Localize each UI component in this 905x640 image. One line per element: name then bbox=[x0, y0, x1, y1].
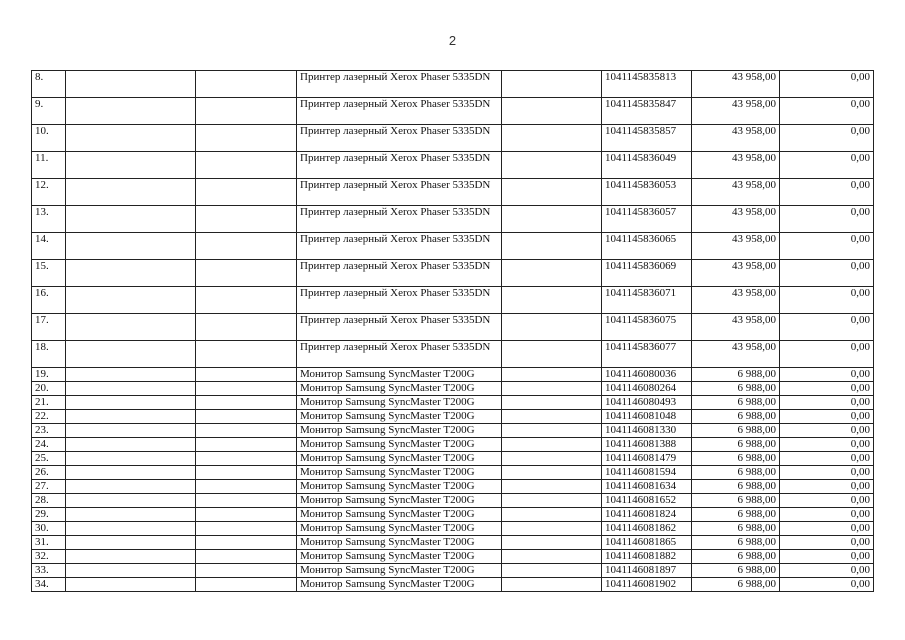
price-cell: 6 988,00 bbox=[692, 410, 780, 424]
table-row bbox=[32, 578, 874, 592]
item-name-cell: Монитор Samsung SyncMaster T200G bbox=[297, 438, 502, 452]
inventory-code-cell: 1041145836075 bbox=[602, 314, 692, 341]
blank-cell-3 bbox=[502, 233, 602, 260]
item-name-cell: Монитор Samsung SyncMaster T200G bbox=[297, 410, 502, 424]
inventory-code-cell: 1041145835857 bbox=[602, 125, 692, 152]
blank-cell-2 bbox=[196, 125, 297, 152]
blank-cell-1 bbox=[66, 508, 196, 522]
residual-value-cell: 0,00 bbox=[780, 480, 874, 494]
inventory-code-cell: 1041145836053 bbox=[602, 179, 692, 206]
residual-value-cell: 0,00 bbox=[780, 494, 874, 508]
row-number-cell: 20. bbox=[32, 382, 66, 396]
blank-cell-3 bbox=[502, 438, 602, 452]
inventory-code-cell: 1041146081862 bbox=[602, 522, 692, 536]
blank-cell-2 bbox=[196, 98, 297, 125]
table-row bbox=[32, 424, 874, 438]
item-name-cell: Принтер лазерный Xerox Phaser 5335DN bbox=[297, 98, 502, 125]
inventory-code-cell: 1041145835847 bbox=[602, 98, 692, 125]
item-name-cell: Принтер лазерный Xerox Phaser 5335DN bbox=[297, 206, 502, 233]
residual-value-cell: 0,00 bbox=[780, 260, 874, 287]
table-row bbox=[32, 522, 874, 536]
blank-cell-2 bbox=[196, 564, 297, 578]
blank-cell-1 bbox=[66, 410, 196, 424]
blank-cell-3 bbox=[502, 287, 602, 314]
inventory-code-cell: 1041146080493 bbox=[602, 396, 692, 410]
blank-cell-2 bbox=[196, 536, 297, 550]
inventory-code-cell: 1041146081048 bbox=[602, 410, 692, 424]
item-name-cell: Монитор Samsung SyncMaster T200G bbox=[297, 382, 502, 396]
blank-cell-3 bbox=[502, 179, 602, 206]
inventory-code-cell: 1041145836049 bbox=[602, 152, 692, 179]
blank-cell-1 bbox=[66, 578, 196, 592]
inventory-code-cell: 1041146080264 bbox=[602, 382, 692, 396]
price-cell: 43 958,00 bbox=[692, 71, 780, 98]
item-name-cell: Принтер лазерный Xerox Phaser 5335DN bbox=[297, 233, 502, 260]
inventory-table-body bbox=[32, 71, 874, 592]
residual-value-cell: 0,00 bbox=[780, 522, 874, 536]
residual-value-cell: 0,00 bbox=[780, 536, 874, 550]
table-row bbox=[32, 396, 874, 410]
blank-cell-3 bbox=[502, 396, 602, 410]
blank-cell-1 bbox=[66, 396, 196, 410]
blank-cell-1 bbox=[66, 71, 196, 98]
item-name-cell: Монитор Samsung SyncMaster T200G bbox=[297, 508, 502, 522]
blank-cell-1 bbox=[66, 522, 196, 536]
inventory-code-cell: 1041146081882 bbox=[602, 550, 692, 564]
price-cell: 43 958,00 bbox=[692, 152, 780, 179]
blank-cell-3 bbox=[502, 152, 602, 179]
inventory-code-cell: 1041145836057 bbox=[602, 206, 692, 233]
inventory-code-cell: 1041146081865 bbox=[602, 536, 692, 550]
residual-value-cell: 0,00 bbox=[780, 424, 874, 438]
price-cell: 6 988,00 bbox=[692, 508, 780, 522]
price-cell: 6 988,00 bbox=[692, 578, 780, 592]
price-cell: 6 988,00 bbox=[692, 536, 780, 550]
blank-cell-3 bbox=[502, 206, 602, 233]
blank-cell-1 bbox=[66, 382, 196, 396]
blank-cell-1 bbox=[66, 314, 196, 341]
row-number-cell: 12. bbox=[32, 179, 66, 206]
residual-value-cell: 0,00 bbox=[780, 466, 874, 480]
blank-cell-1 bbox=[66, 179, 196, 206]
residual-value-cell: 0,00 bbox=[780, 152, 874, 179]
residual-value-cell: 0,00 bbox=[780, 368, 874, 382]
blank-cell-2 bbox=[196, 578, 297, 592]
inventory-code-cell: 1041146080036 bbox=[602, 368, 692, 382]
table-row bbox=[32, 466, 874, 480]
inventory-code-cell: 1041145836071 bbox=[602, 287, 692, 314]
blank-cell-1 bbox=[66, 287, 196, 314]
table-row bbox=[32, 410, 874, 424]
blank-cell-3 bbox=[502, 494, 602, 508]
blank-cell-2 bbox=[196, 206, 297, 233]
price-cell: 43 958,00 bbox=[692, 314, 780, 341]
blank-cell-2 bbox=[196, 152, 297, 179]
blank-cell-2 bbox=[196, 508, 297, 522]
inventory-code-cell: 1041146081388 bbox=[602, 438, 692, 452]
row-number-cell: 17. bbox=[32, 314, 66, 341]
blank-cell-2 bbox=[196, 550, 297, 564]
blank-cell-2 bbox=[196, 341, 297, 368]
inventory-code-cell: 1041145836069 bbox=[602, 260, 692, 287]
blank-cell-3 bbox=[502, 536, 602, 550]
row-number-cell: 30. bbox=[32, 522, 66, 536]
table-row bbox=[32, 260, 874, 287]
item-name-cell: Монитор Samsung SyncMaster T200G bbox=[297, 494, 502, 508]
blank-cell-2 bbox=[196, 287, 297, 314]
item-name-cell: Монитор Samsung SyncMaster T200G bbox=[297, 368, 502, 382]
page-number: 2 bbox=[448, 33, 457, 48]
row-number-cell: 26. bbox=[32, 466, 66, 480]
residual-value-cell: 0,00 bbox=[780, 452, 874, 466]
blank-cell-2 bbox=[196, 260, 297, 287]
table-row bbox=[32, 452, 874, 466]
blank-cell-1 bbox=[66, 480, 196, 494]
table-row bbox=[32, 536, 874, 550]
blank-cell-1 bbox=[66, 424, 196, 438]
inventory-code-cell: 1041146081897 bbox=[602, 564, 692, 578]
blank-cell-1 bbox=[66, 341, 196, 368]
price-cell: 6 988,00 bbox=[692, 424, 780, 438]
residual-value-cell: 0,00 bbox=[780, 508, 874, 522]
inventory-code-cell: 1041146081479 bbox=[602, 452, 692, 466]
inventory-code-cell: 1041145835813 bbox=[602, 71, 692, 98]
blank-cell-1 bbox=[66, 452, 196, 466]
row-number-cell: 24. bbox=[32, 438, 66, 452]
blank-cell-3 bbox=[502, 550, 602, 564]
row-number-cell: 25. bbox=[32, 452, 66, 466]
inventory-code-cell: 1041146081594 bbox=[602, 466, 692, 480]
blank-cell-1 bbox=[66, 564, 196, 578]
residual-value-cell: 0,00 bbox=[780, 396, 874, 410]
inventory-code-cell: 1041146081634 bbox=[602, 480, 692, 494]
table-row bbox=[32, 152, 874, 179]
blank-cell-3 bbox=[502, 522, 602, 536]
blank-cell-3 bbox=[502, 424, 602, 438]
blank-cell-1 bbox=[66, 438, 196, 452]
blank-cell-1 bbox=[66, 125, 196, 152]
table-row bbox=[32, 71, 874, 98]
row-number-cell: 32. bbox=[32, 550, 66, 564]
blank-cell-3 bbox=[502, 508, 602, 522]
price-cell: 6 988,00 bbox=[692, 480, 780, 494]
blank-cell-1 bbox=[66, 206, 196, 233]
blank-cell-1 bbox=[66, 152, 196, 179]
blank-cell-1 bbox=[66, 98, 196, 125]
item-name-cell: Принтер лазерный Xerox Phaser 5335DN bbox=[297, 152, 502, 179]
row-number-cell: 27. bbox=[32, 480, 66, 494]
item-name-cell: Принтер лазерный Xerox Phaser 5335DN bbox=[297, 314, 502, 341]
inventory-code-cell: 1041146081330 bbox=[602, 424, 692, 438]
blank-cell-1 bbox=[66, 536, 196, 550]
blank-cell-2 bbox=[196, 71, 297, 98]
row-number-cell: 15. bbox=[32, 260, 66, 287]
row-number-cell: 21. bbox=[32, 396, 66, 410]
blank-cell-2 bbox=[196, 410, 297, 424]
blank-cell-2 bbox=[196, 179, 297, 206]
blank-cell-1 bbox=[66, 550, 196, 564]
table-row bbox=[32, 341, 874, 368]
blank-cell-3 bbox=[502, 260, 602, 287]
price-cell: 6 988,00 bbox=[692, 396, 780, 410]
blank-cell-3 bbox=[502, 71, 602, 98]
row-number-cell: 22. bbox=[32, 410, 66, 424]
blank-cell-2 bbox=[196, 233, 297, 260]
table-row bbox=[32, 125, 874, 152]
blank-cell-1 bbox=[66, 466, 196, 480]
row-number-cell: 23. bbox=[32, 424, 66, 438]
residual-value-cell: 0,00 bbox=[780, 550, 874, 564]
item-name-cell: Принтер лазерный Xerox Phaser 5335DN bbox=[297, 287, 502, 314]
table-row bbox=[32, 206, 874, 233]
row-number-cell: 8. bbox=[32, 71, 66, 98]
price-cell: 6 988,00 bbox=[692, 564, 780, 578]
price-cell: 43 958,00 bbox=[692, 179, 780, 206]
blank-cell-2 bbox=[196, 396, 297, 410]
table-row bbox=[32, 508, 874, 522]
table-row bbox=[32, 179, 874, 206]
blank-cell-2 bbox=[196, 480, 297, 494]
blank-cell-2 bbox=[196, 314, 297, 341]
item-name-cell: Монитор Samsung SyncMaster T200G bbox=[297, 466, 502, 480]
residual-value-cell: 0,00 bbox=[780, 287, 874, 314]
row-number-cell: 9. bbox=[32, 98, 66, 125]
item-name-cell: Монитор Samsung SyncMaster T200G bbox=[297, 578, 502, 592]
residual-value-cell: 0,00 bbox=[780, 578, 874, 592]
table-row bbox=[32, 382, 874, 396]
item-name-cell: Принтер лазерный Xerox Phaser 5335DN bbox=[297, 179, 502, 206]
price-cell: 43 958,00 bbox=[692, 341, 780, 368]
residual-value-cell: 0,00 bbox=[780, 410, 874, 424]
row-number-cell: 19. bbox=[32, 368, 66, 382]
blank-cell-3 bbox=[502, 466, 602, 480]
table-row bbox=[32, 98, 874, 125]
blank-cell-2 bbox=[196, 494, 297, 508]
price-cell: 6 988,00 bbox=[692, 382, 780, 396]
item-name-cell: Принтер лазерный Xerox Phaser 5335DN bbox=[297, 260, 502, 287]
table-row bbox=[32, 564, 874, 578]
residual-value-cell: 0,00 bbox=[780, 179, 874, 206]
blank-cell-3 bbox=[502, 125, 602, 152]
inventory-table bbox=[31, 70, 874, 592]
table-row bbox=[32, 368, 874, 382]
item-name-cell: Монитор Samsung SyncMaster T200G bbox=[297, 452, 502, 466]
blank-cell-2 bbox=[196, 382, 297, 396]
row-number-cell: 10. bbox=[32, 125, 66, 152]
blank-cell-3 bbox=[502, 314, 602, 341]
row-number-cell: 28. bbox=[32, 494, 66, 508]
row-number-cell: 33. bbox=[32, 564, 66, 578]
item-name-cell: Монитор Samsung SyncMaster T200G bbox=[297, 536, 502, 550]
residual-value-cell: 0,00 bbox=[780, 382, 874, 396]
blank-cell-3 bbox=[502, 341, 602, 368]
price-cell: 43 958,00 bbox=[692, 233, 780, 260]
item-name-cell: Монитор Samsung SyncMaster T200G bbox=[297, 564, 502, 578]
blank-cell-2 bbox=[196, 424, 297, 438]
blank-cell-3 bbox=[502, 368, 602, 382]
blank-cell-3 bbox=[502, 564, 602, 578]
blank-cell-1 bbox=[66, 260, 196, 287]
item-name-cell: Монитор Samsung SyncMaster T200G bbox=[297, 480, 502, 494]
residual-value-cell: 0,00 bbox=[780, 98, 874, 125]
price-cell: 43 958,00 bbox=[692, 125, 780, 152]
price-cell: 43 958,00 bbox=[692, 287, 780, 314]
table-row bbox=[32, 438, 874, 452]
blank-cell-3 bbox=[502, 452, 602, 466]
residual-value-cell: 0,00 bbox=[780, 314, 874, 341]
item-name-cell: Принтер лазерный Xerox Phaser 5335DN bbox=[297, 71, 502, 98]
inventory-code-cell: 1041146081902 bbox=[602, 578, 692, 592]
table-row bbox=[32, 480, 874, 494]
price-cell: 6 988,00 bbox=[692, 452, 780, 466]
blank-cell-3 bbox=[502, 578, 602, 592]
row-number-cell: 31. bbox=[32, 536, 66, 550]
inventory-code-cell: 1041145836065 bbox=[602, 233, 692, 260]
blank-cell-2 bbox=[196, 438, 297, 452]
blank-cell-3 bbox=[502, 480, 602, 494]
residual-value-cell: 0,00 bbox=[780, 564, 874, 578]
row-number-cell: 16. bbox=[32, 287, 66, 314]
blank-cell-2 bbox=[196, 368, 297, 382]
item-name-cell: Монитор Samsung SyncMaster T200G bbox=[297, 522, 502, 536]
row-number-cell: 11. bbox=[32, 152, 66, 179]
residual-value-cell: 0,00 bbox=[780, 438, 874, 452]
blank-cell-1 bbox=[66, 494, 196, 508]
inventory-code-cell: 1041146081652 bbox=[602, 494, 692, 508]
residual-value-cell: 0,00 bbox=[780, 71, 874, 98]
table-row bbox=[32, 314, 874, 341]
item-name-cell: Монитор Samsung SyncMaster T200G bbox=[297, 424, 502, 438]
residual-value-cell: 0,00 bbox=[780, 125, 874, 152]
residual-value-cell: 0,00 bbox=[780, 341, 874, 368]
residual-value-cell: 0,00 bbox=[780, 233, 874, 260]
price-cell: 43 958,00 bbox=[692, 98, 780, 125]
table-row bbox=[32, 287, 874, 314]
price-cell: 6 988,00 bbox=[692, 494, 780, 508]
table-row bbox=[32, 494, 874, 508]
price-cell: 6 988,00 bbox=[692, 368, 780, 382]
table-row bbox=[32, 550, 874, 564]
item-name-cell: Принтер лазерный Xerox Phaser 5335DN bbox=[297, 125, 502, 152]
price-cell: 6 988,00 bbox=[692, 466, 780, 480]
blank-cell-3 bbox=[502, 410, 602, 424]
blank-cell-2 bbox=[196, 522, 297, 536]
row-number-cell: 13. bbox=[32, 206, 66, 233]
inventory-code-cell: 1041145836077 bbox=[602, 341, 692, 368]
inventory-code-cell: 1041146081824 bbox=[602, 508, 692, 522]
item-name-cell: Принтер лазерный Xerox Phaser 5335DN bbox=[297, 341, 502, 368]
residual-value-cell: 0,00 bbox=[780, 206, 874, 233]
item-name-cell: Монитор Samsung SyncMaster T200G bbox=[297, 396, 502, 410]
price-cell: 43 958,00 bbox=[692, 206, 780, 233]
blank-cell-1 bbox=[66, 368, 196, 382]
row-number-cell: 34. bbox=[32, 578, 66, 592]
row-number-cell: 14. bbox=[32, 233, 66, 260]
price-cell: 6 988,00 bbox=[692, 522, 780, 536]
table-row bbox=[32, 233, 874, 260]
item-name-cell: Монитор Samsung SyncMaster T200G bbox=[297, 550, 502, 564]
price-cell: 43 958,00 bbox=[692, 260, 780, 287]
blank-cell-2 bbox=[196, 452, 297, 466]
blank-cell-1 bbox=[66, 233, 196, 260]
blank-cell-2 bbox=[196, 466, 297, 480]
price-cell: 6 988,00 bbox=[692, 438, 780, 452]
blank-cell-3 bbox=[502, 382, 602, 396]
row-number-cell: 29. bbox=[32, 508, 66, 522]
row-number-cell: 18. bbox=[32, 341, 66, 368]
blank-cell-3 bbox=[502, 98, 602, 125]
price-cell: 6 988,00 bbox=[692, 550, 780, 564]
